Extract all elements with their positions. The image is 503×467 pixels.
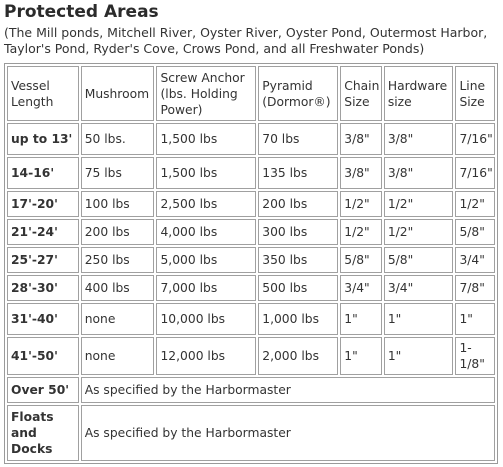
cell-mushroom: 250 lbs xyxy=(81,247,155,273)
page-title: Protected Areas xyxy=(4,2,159,22)
cell-vessel-length: Over 50' xyxy=(7,377,79,403)
table-row-floats-docks xyxy=(7,405,495,461)
cell-pyramid: 500 lbs xyxy=(258,275,338,301)
cell-line-size: 1/2" xyxy=(455,191,495,217)
cell-screw-anchor: 1,500 lbs xyxy=(156,157,256,189)
table-row xyxy=(7,337,495,375)
cell-screw-anchor: 4,000 lbs xyxy=(156,219,256,245)
cell-harbormaster-note: As specified by the Harbormaster xyxy=(81,377,495,403)
cell-vessel-length: 28'-30' xyxy=(7,275,79,301)
cell-mushroom: none xyxy=(81,337,155,375)
cell-vessel-length: 25'-27' xyxy=(7,247,79,273)
header-vessel-length: Vessel Length xyxy=(7,66,79,121)
cell-pyramid: 200 lbs xyxy=(258,191,338,217)
cell-chain-size: 1/2" xyxy=(340,219,382,245)
table-row xyxy=(7,303,495,335)
cell-chain-size: 5/8" xyxy=(340,247,382,273)
cell-mushroom: 400 lbs xyxy=(81,275,155,301)
cell-screw-anchor: 2,500 lbs xyxy=(156,191,256,217)
header-mushroom: Mushroom xyxy=(81,66,155,121)
cell-chain-size: 3/8" xyxy=(340,157,382,189)
cell-chain-size: 1" xyxy=(340,337,382,375)
cell-screw-anchor: 12,000 lbs xyxy=(156,337,256,375)
cell-chain-size: 1/2" xyxy=(340,191,382,217)
table-row xyxy=(7,123,495,155)
cell-hardware-size: 1/2" xyxy=(384,219,454,245)
table-row xyxy=(7,247,495,273)
header-screw-anchor: Screw Anchor (lbs. Holding Power) xyxy=(156,66,256,121)
cell-vessel-length: 17'-20' xyxy=(7,191,79,217)
cell-line-size: 7/16" xyxy=(455,123,495,155)
cell-pyramid: 300 lbs xyxy=(258,219,338,245)
table-row xyxy=(7,191,495,217)
cell-line-size: 7/16" xyxy=(455,157,495,189)
cell-vessel-length: 21'-24' xyxy=(7,219,79,245)
cell-vessel-length: 14-16' xyxy=(7,157,79,189)
cell-vessel-length: 31'-40' xyxy=(7,303,79,335)
cell-pyramid: 1,000 lbs xyxy=(258,303,338,335)
cell-pyramid: 70 lbs xyxy=(258,123,338,155)
cell-pyramid: 135 lbs xyxy=(258,157,338,189)
header-pyramid: Pyramid (Dormor®) xyxy=(258,66,338,121)
areas-description xyxy=(4,25,499,57)
cell-hardware-size: 1" xyxy=(384,303,454,335)
cell-chain-size: 3/4" xyxy=(340,275,382,301)
cell-screw-anchor: 1,500 lbs xyxy=(156,123,256,155)
cell-pyramid: 350 lbs xyxy=(258,247,338,273)
cell-vessel-length: Floats and Docks xyxy=(7,405,79,461)
header-chain-size: Chain Size xyxy=(340,66,382,121)
cell-vessel-length: up to 13' xyxy=(7,123,79,155)
table-row xyxy=(7,219,495,245)
header-line-size: Line Size xyxy=(455,66,495,121)
cell-screw-anchor: 5,000 lbs xyxy=(156,247,256,273)
cell-mushroom: 75 lbs xyxy=(81,157,155,189)
cell-hardware-size: 1/2" xyxy=(384,191,454,217)
cell-hardware-size: 1" xyxy=(384,337,454,375)
cell-mushroom: none xyxy=(81,303,155,335)
cell-line-size: 5/8" xyxy=(455,219,495,245)
table-header-row xyxy=(7,66,495,121)
cell-line-size: 1" xyxy=(455,303,495,335)
cell-mushroom: 100 lbs xyxy=(81,191,155,217)
table-row-over-50 xyxy=(7,377,495,403)
cell-hardware-size: 3/8" xyxy=(384,123,454,155)
cell-chain-size: 3/8" xyxy=(340,123,382,155)
cell-hardware-size: 3/8" xyxy=(384,157,454,189)
table-row xyxy=(7,157,495,189)
cell-mushroom: 50 lbs. xyxy=(81,123,155,155)
header-hardware-size: Hardware size xyxy=(384,66,454,121)
mooring-requirements-table xyxy=(4,63,498,464)
areas-description-line-1: (The Mill ponds, Mitchell River, Oyster River, Oyster Pond, Outermost Harbor, xyxy=(4,25,488,40)
cell-vessel-length: 41'-50' xyxy=(7,337,79,375)
cell-screw-anchor: 10,000 lbs xyxy=(156,303,256,335)
table-row xyxy=(7,275,495,301)
cell-hardware-size: 5/8" xyxy=(384,247,454,273)
cell-mushroom: 200 lbs xyxy=(81,219,155,245)
cell-pyramid: 2,000 lbs xyxy=(258,337,338,375)
cell-line-size: 7/8" xyxy=(455,275,495,301)
cell-line-size: 1-1/8" xyxy=(455,337,495,375)
cell-line-size: 3/4" xyxy=(455,247,495,273)
cell-screw-anchor: 7,000 lbs xyxy=(156,275,256,301)
cell-chain-size: 1" xyxy=(340,303,382,335)
cell-harbormaster-note: As specified by the Harbormaster xyxy=(81,405,495,461)
areas-description-line-2: Taylor's Pond, Ryder's Cove, Crows Pond, and all Freshwater Ponds) xyxy=(4,41,425,56)
cell-hardware-size: 3/4" xyxy=(384,275,454,301)
